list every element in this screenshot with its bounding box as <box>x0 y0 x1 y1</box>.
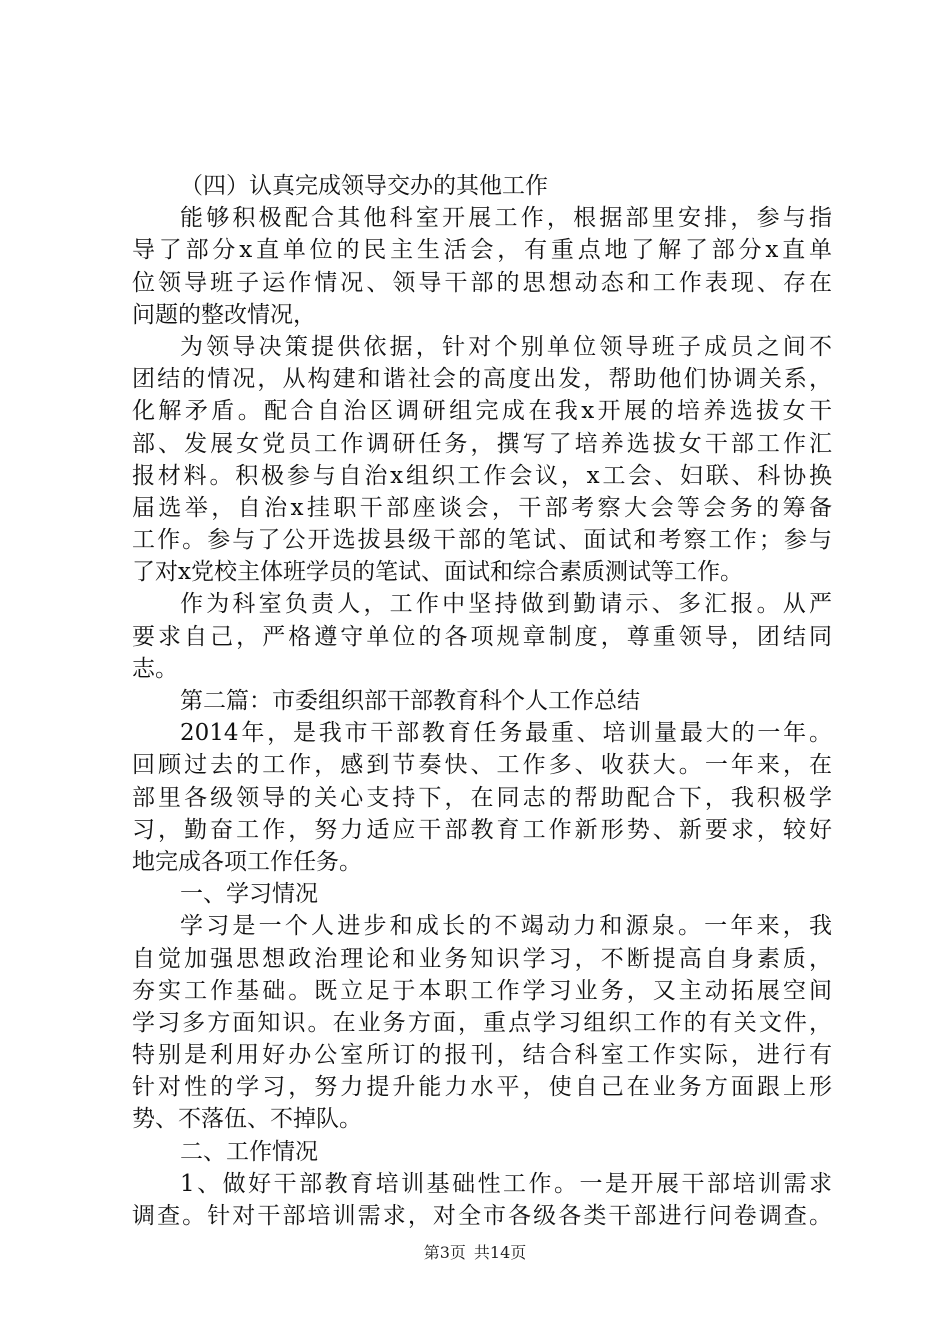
text-line: 为领导决策提供依据，针对个别单位领导班子成员之间不 <box>180 333 832 360</box>
text-line: 报材料。积极参与自治x组织工作会议，x工会、妇联、科协换 <box>132 462 832 489</box>
text-line: 问题的整改情况， <box>132 301 316 328</box>
text-line: 针对性的学习，努力提升能力水平，使自己在业务方面跟上形 <box>132 1074 832 1101</box>
text-line: 部里各级领导的关心支持下，在同志的帮助配合下，我积极学 <box>132 784 832 811</box>
text-line: 能够积极配合其他科室开展工作，根据部里安排，参与指 <box>180 205 832 232</box>
text-line: 二、工作情况 <box>180 1138 318 1165</box>
text-line: 夯实工作基础。既立足于本职工作学习业务，又主动拓展空间 <box>132 977 832 1004</box>
text-line: 导了部分x直单位的民主生活会，有重点地了解了部分x直单 <box>132 237 832 264</box>
text-line: 势、不落伍、不掉队。 <box>132 1106 362 1133</box>
text-line: 第二篇：市委组织部干部教育科个人工作总结 <box>180 688 640 714</box>
text-line: 地完成各项工作任务。 <box>132 848 362 875</box>
text-line: 1、做好干部教育培训基础性工作。一是开展干部培训需求 <box>180 1170 832 1197</box>
text-line: 位领导班子运作情况、领导干部的思想动态和工作表现、存在 <box>132 269 832 296</box>
text-line: 回顾过去的工作，感到节奏快、工作多、收获大。一年来，在 <box>132 752 832 779</box>
text-line: 了对x党校主体班学员的笔试、面试和综合素质测试等工作。 <box>132 559 743 586</box>
text-line: 习，勤奋工作，努力适应干部教育工作新形势、新要求，较好 <box>132 816 832 843</box>
text-line: 团结的情况，从构建和谐社会的高度出发，帮助他们协调关系， <box>132 366 832 393</box>
page-number: 第3页 <box>423 1243 466 1262</box>
text-line: 自觉加强思想政治理论和业务知识学习，不断提高自身素质， <box>132 945 832 972</box>
text-line: 2014年，是我市干部教育任务最重、培训量最大的一年。 <box>180 720 832 747</box>
page-footer <box>0 1241 950 1265</box>
text-line: （四）认真完成领导交办的其他工作 <box>180 173 548 199</box>
text-line: 要求自己，严格遵守单位的各项规章制度，尊重领导，团结同 <box>132 623 832 650</box>
text-line: 学习是一个人进步和成长的不竭动力和源泉。一年来，我 <box>180 913 832 940</box>
text-line: 工作。参与了公开选拔县级干部的笔试、面试和考察工作；参与 <box>132 527 832 554</box>
text-line: 作为科室负责人，工作中坚持做到勤请示、多汇报。从严 <box>180 591 832 618</box>
text-line: 部、发展女党员工作调研任务，撰写了培养选拔女干部工作汇 <box>132 430 832 457</box>
text-line: 志。 <box>132 655 178 682</box>
text-line: 调查。针对干部培训需求，对全市各级各类干部进行问卷调查。 <box>132 1203 832 1229</box>
text-line: 特别是利用好办公室所订的报刊，结合科室工作实际，进行有 <box>132 1042 832 1069</box>
document-body <box>132 170 832 1232</box>
text-line: 届选举，自治x挂职干部座谈会，干部考察大会等会务的筹备 <box>132 494 832 521</box>
text-line: 化解矛盾。配合自治区调研组完成在我x开展的培养选拔女干 <box>132 398 832 425</box>
text-line: 学习多方面知识。在业务方面，重点学习组织工作的有关文件， <box>132 1009 832 1036</box>
text-line: 一、学习情况 <box>180 881 318 908</box>
page-total: 共14页 <box>473 1243 527 1262</box>
